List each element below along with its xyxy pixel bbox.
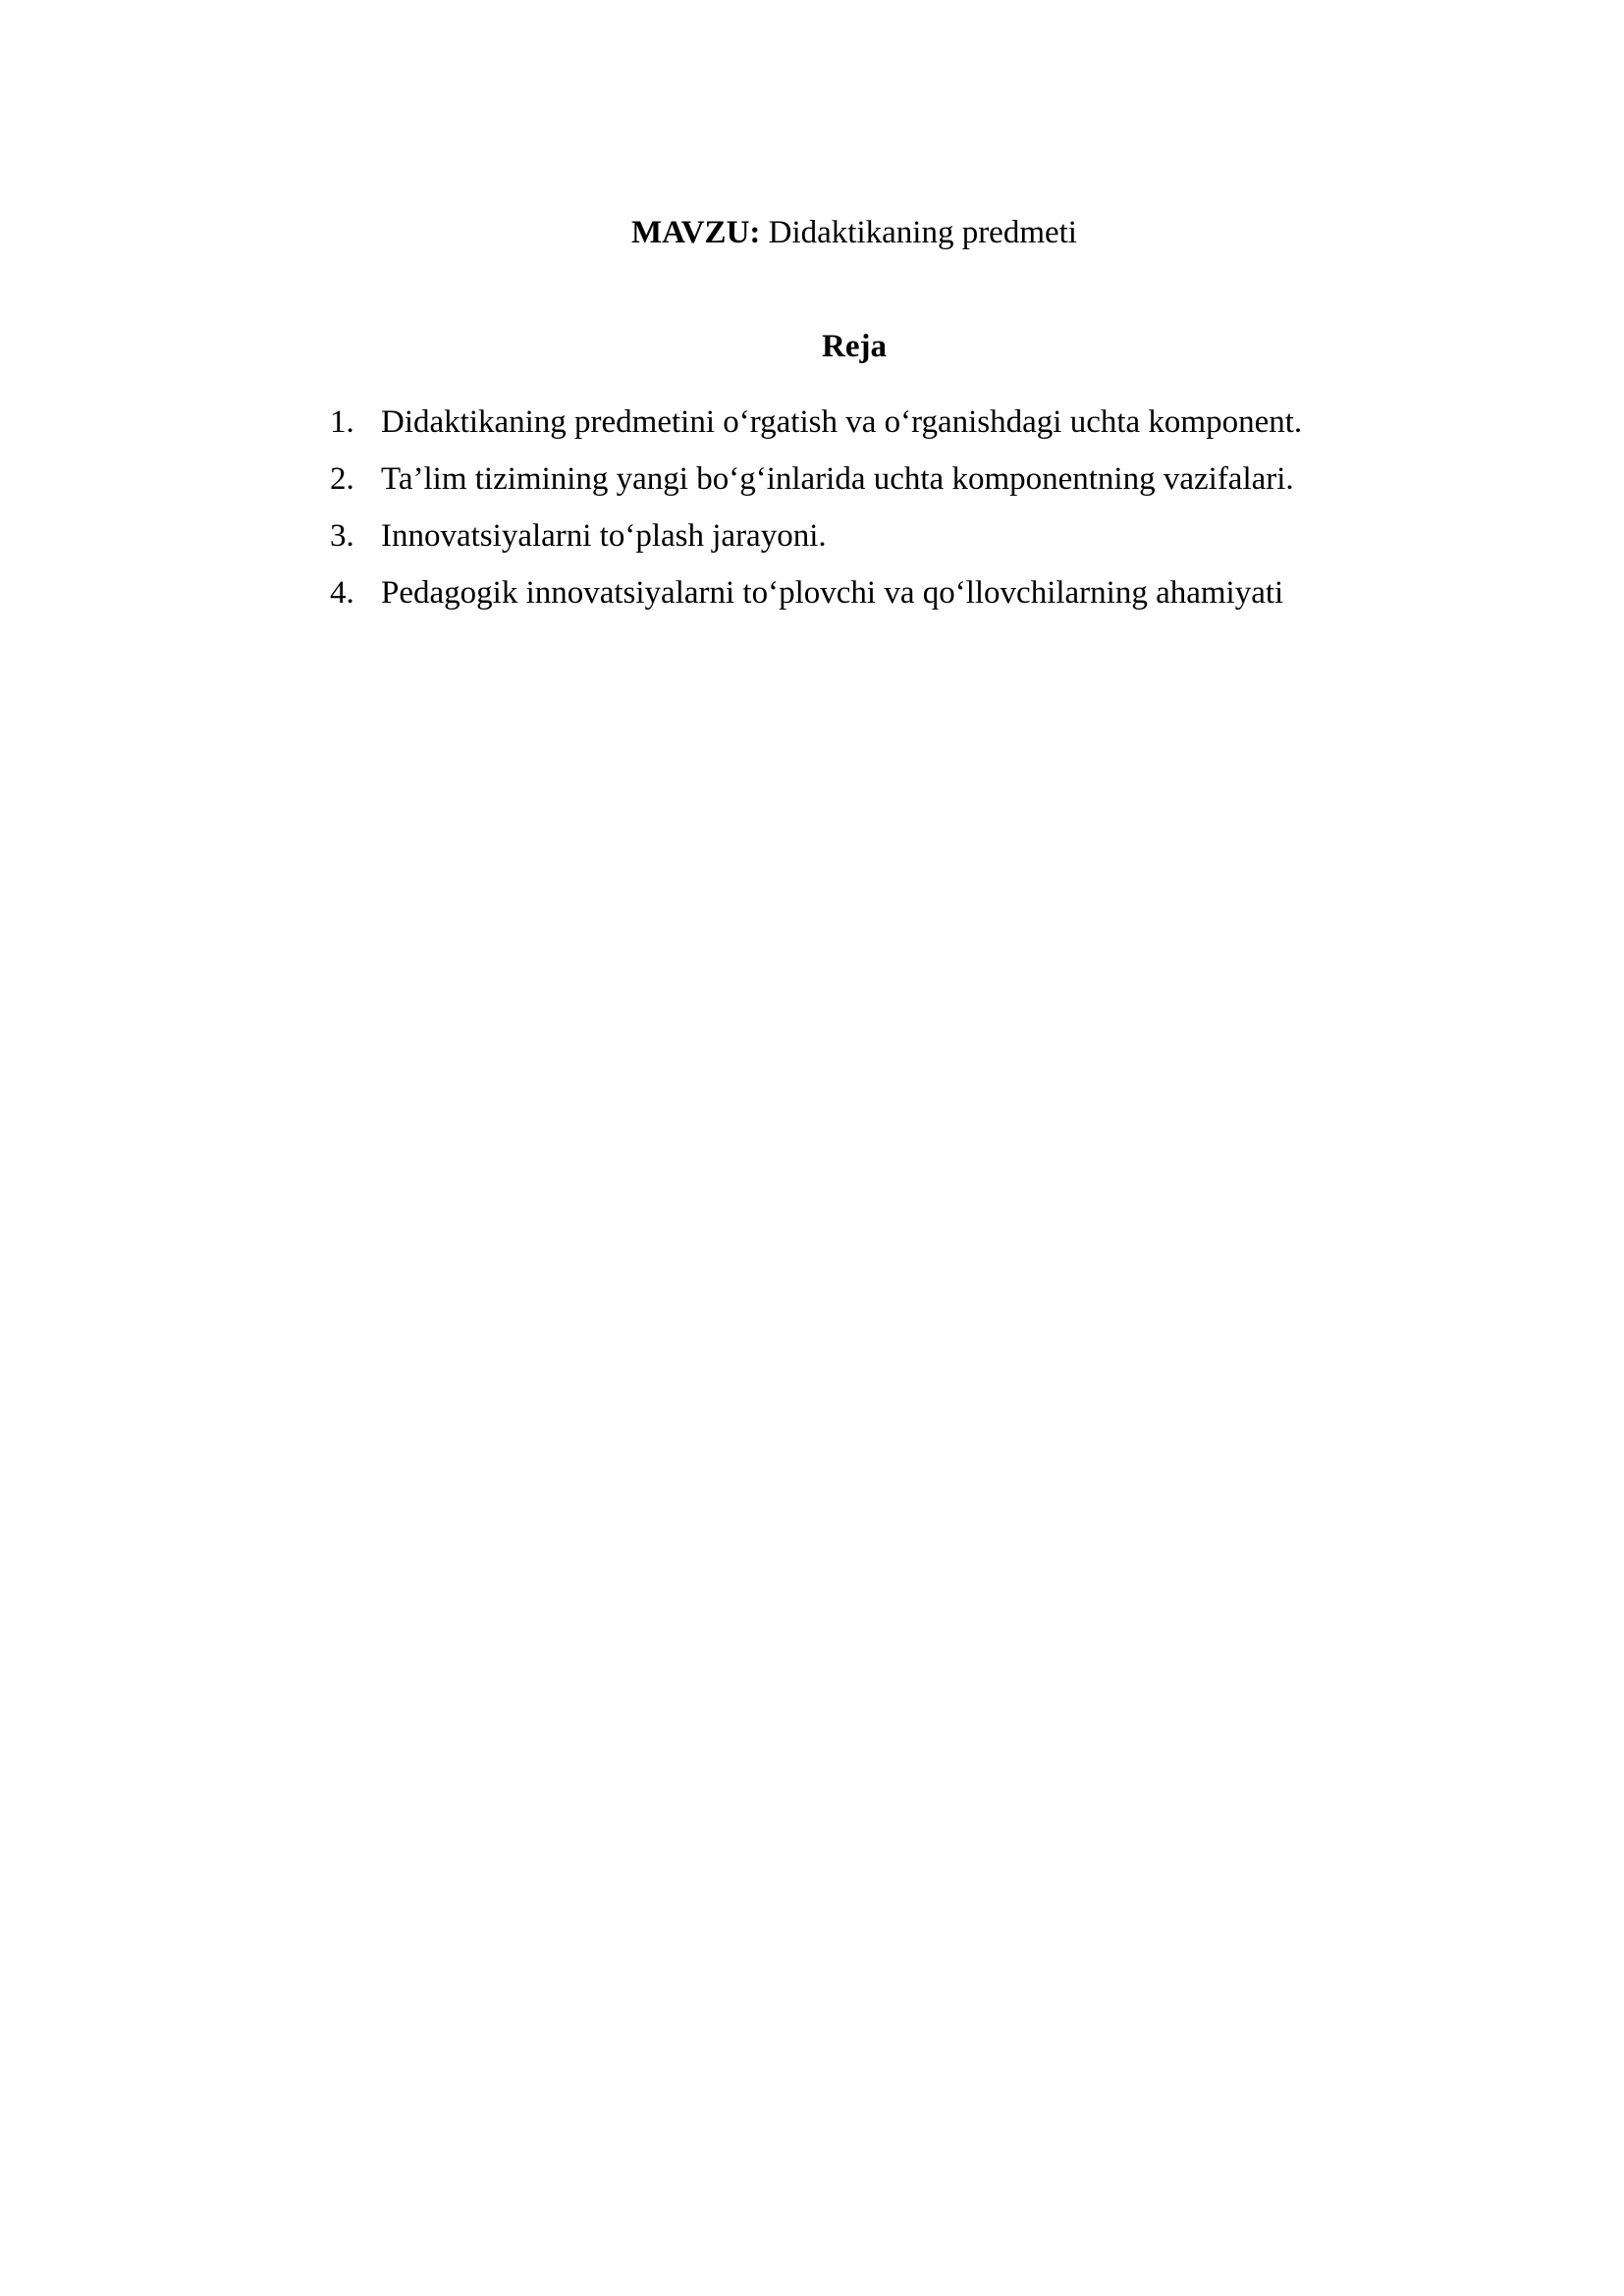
plan-item-number: 2. bbox=[330, 461, 354, 497]
title-label: MAVZU: bbox=[631, 215, 761, 250]
plan-item bbox=[330, 571, 1302, 628]
plan-item bbox=[330, 400, 1302, 457]
plan-item-number: 1. bbox=[330, 404, 354, 440]
page-title bbox=[0, 211, 1624, 254]
plan-item bbox=[330, 457, 1302, 514]
plan-item-text: Pedagogik innovatsiyalarni to‘plovchi va qo‘llovchilarning ahamiyati bbox=[381, 575, 1284, 611]
plan-item-text: Didaktikaning predmetini o‘rgatish va o‘rganishdagi uchta komponent. bbox=[381, 404, 1303, 440]
plan-item-text: Ta’lim tizimining yangi bo‘g‘inlarida uchta komponentning vazifalari. bbox=[381, 461, 1294, 497]
title-text: Didaktikaning predmeti bbox=[768, 215, 1077, 250]
plan-list bbox=[330, 400, 1302, 628]
plan-heading: Reja bbox=[822, 329, 887, 364]
plan-item-text: Innovatsiyalarni to‘plash jarayoni. bbox=[381, 518, 827, 554]
plan-item bbox=[330, 514, 1302, 571]
plan-item-number: 4. bbox=[330, 575, 354, 611]
plan-item-number: 3. bbox=[330, 518, 354, 554]
